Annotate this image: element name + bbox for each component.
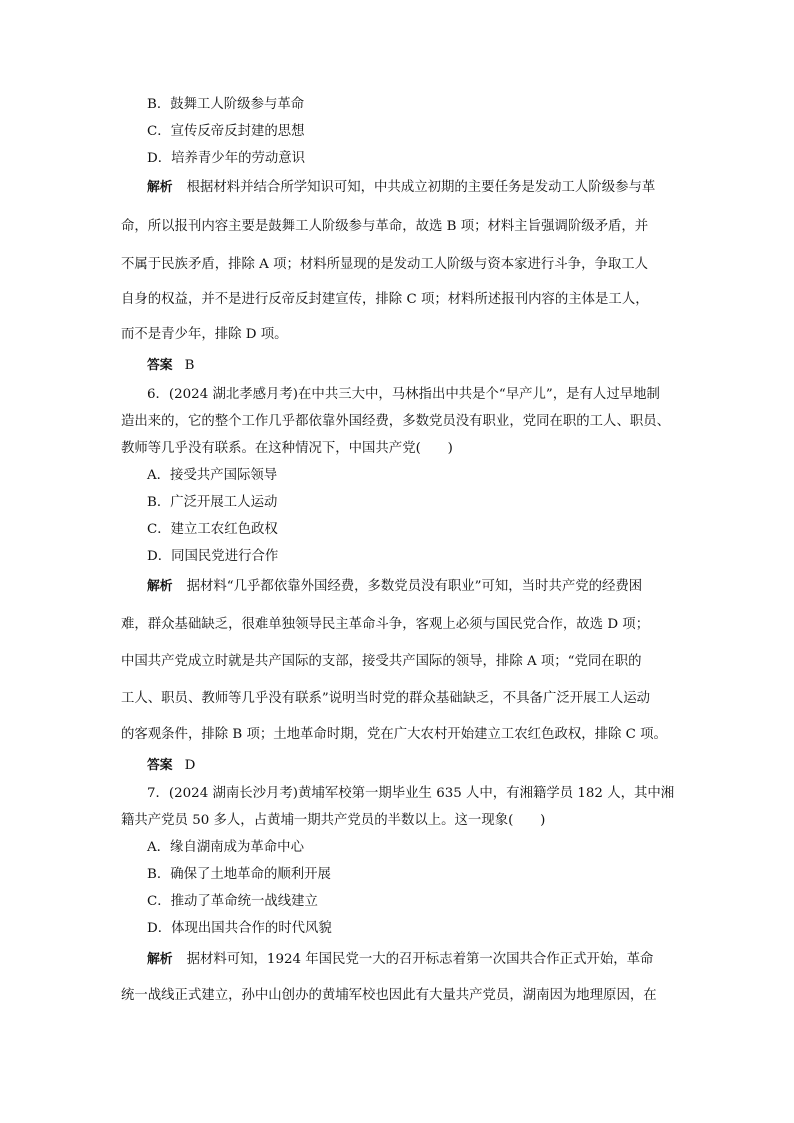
q5-answer bbox=[147, 356, 194, 376]
q6-option-d: D．同国民党进行合作 bbox=[147, 549, 279, 564]
q6-analysis-line-5: 的客观条件，排除 B 项；土地革命时期，党在广大农村开始建立工农红色政权，排除 C 项。 bbox=[121, 727, 667, 742]
q5-analysis-line-1: 解析 根据材料并结合所学知识可知，中共成立初期的主要任务是发动工人阶级参与革 bbox=[147, 180, 656, 195]
q6-analysis-line-3: 中国共产党成立时就是共产国际的支部，接受共产国际的领导，排除 A 项；“党同在职的 bbox=[121, 654, 642, 669]
q6-option-b: B．广泛开展工人运动 bbox=[147, 495, 278, 510]
q5-answer-value: B bbox=[184, 358, 195, 373]
q7-stem-line-1: 7．(2024 湖南长沙月考)黄埔军校第一期毕业生 635 人中，有湘籍学员 182 人，其中湘 bbox=[147, 786, 675, 801]
q6-analysis-line-4: 工人、职员、教师等几乎没有联系”说明当时党的群众基础缺乏，不具备广泛开展工人运动 bbox=[121, 691, 651, 706]
q5-analysis-line-4: 自身的权益，并不是进行反帝反封建宣传，排除 C 项；材料所述报刊内容的主体是工人， bbox=[121, 292, 649, 307]
q7-analysis-line-1: 解析 据材料可知，1924 年国民党一大的召开标志着第一次国共合作正式开始，革命 bbox=[147, 952, 654, 967]
q7-stem-line-2: 籍共产党员 50 多人，占黄埔一期共产党员的半数以上。这一现象( ) bbox=[121, 813, 546, 828]
q6-analysis-line-2: 难，群众基础缺乏，很难单独领导民主革命斗争，客观上必须与国民党合作，故选 D 项； bbox=[121, 617, 650, 632]
q7-analysis-line-2: 统一战线正式建立，孙中山创办的黄埔军校也因此有大量共产党员，湖南因为地理原因，在 bbox=[121, 988, 657, 1003]
q6-stem-line-3: 教师等几乎没有联系。在这种情况下，中国共产党( ) bbox=[121, 441, 453, 456]
q7-option-a: A．缘自湖南成为革命中心 bbox=[147, 840, 304, 855]
q6-stem-line-2: 造出来的，它的整个工作几乎都依靠外国经费，多数党员没有职业，党同在职的工人、职员、 bbox=[121, 414, 671, 429]
q6-option-a: A．接受共产国际领导 bbox=[147, 468, 278, 483]
q6-stem-line-1: 6．(2024 湖北孝感月考)在中共三大中，马林指出中共是个“早产儿”，是有人过早地制 bbox=[147, 387, 660, 402]
q5-option-c: C．宣传反帝反封建的思想 bbox=[147, 124, 305, 139]
q7-option-d: D．体现出国共合作的时代风貌 bbox=[147, 921, 332, 936]
q6-option-c: C．建立工农红色政权 bbox=[147, 522, 278, 537]
q5-answer-label: 答案 bbox=[147, 358, 173, 373]
q6-answer-value: D bbox=[184, 758, 196, 773]
q6-answer-label: 答案 bbox=[147, 758, 173, 773]
q5-option-b: B．鼓舞工人阶级参与革命 bbox=[147, 97, 305, 112]
q6-analysis-label: 解析 bbox=[147, 579, 173, 594]
q7-option-b: B．确保了土地革命的顺利开展 bbox=[147, 867, 331, 882]
q5-analysis-line-5: 而不是青少年，排除 D 项。 bbox=[121, 327, 288, 342]
q6-analysis-line-1: 解析 据材料“几乎都依靠外国经费，多数党员没有职业”可知，当时共产党的经费困 bbox=[147, 579, 643, 594]
q6-answer bbox=[147, 756, 195, 776]
q7-analysis-label: 解析 bbox=[147, 952, 173, 967]
q5-analysis-label: 解析 bbox=[147, 180, 173, 195]
q5-analysis-line-2: 命，所以报刊内容主要是鼓舞工人阶级参与革命，故选 B 项；材料主旨强调阶级矛盾，并 bbox=[121, 219, 649, 234]
q5-option-d: D．培养青少年的劳动意识 bbox=[147, 151, 306, 166]
q7-option-c: C．推动了革命统一战线建立 bbox=[147, 894, 318, 909]
q5-analysis-line-3: 不属于民族矛盾，排除 A 项；材料所显现的是发动工人阶级与资本家进行斗争，争取工人 bbox=[121, 257, 649, 272]
